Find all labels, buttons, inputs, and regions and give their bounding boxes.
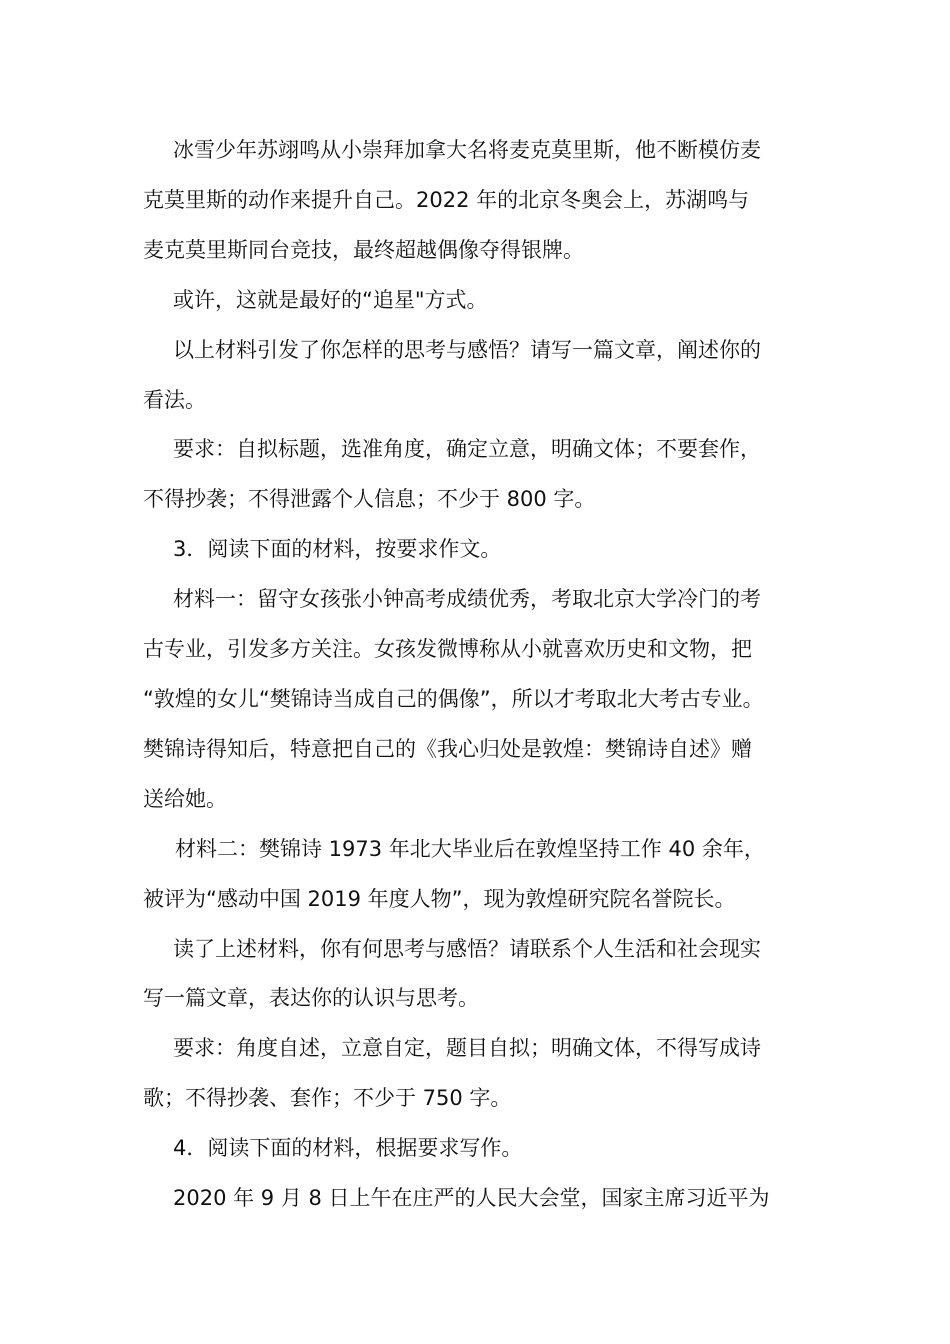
text-line: 樊锦诗得知后，特意把自己的《我心归处是敦煌：樊锦诗自述》赠 xyxy=(143,736,752,761)
text-line: 被评为“感动中国 2019 年度人物”，现为敦煌研究院名誉院长。 xyxy=(143,886,736,911)
paragraph-requirements-1 xyxy=(143,425,807,525)
text-line: 歌；不得抄袭、套作；不少于 750 字。 xyxy=(143,1086,512,1111)
text-line: 材料一：留守女孩张小钟高考成绩优秀，考取北京大学冷门的考 xyxy=(173,587,761,612)
text-line: 要求：自拟标题，选准角度，确定立意，明确文体；不要套作， xyxy=(173,437,761,462)
text-line: 麦克莫里斯同台竞技，最终超越偶像夺得银牌。 xyxy=(143,237,584,262)
text-line: 看法。 xyxy=(143,387,206,412)
text-line: 送给她。 xyxy=(143,786,227,811)
paragraph-requirements-3 xyxy=(143,1024,807,1124)
text-line: “敦煌的女儿“樊锦诗当成自己的偶像”，所以才考取北大考古专业。 xyxy=(143,686,764,711)
text-line: 写一篇文章，表达你的认识与思考。 xyxy=(143,986,479,1011)
paragraph-material-1 xyxy=(143,575,807,825)
text-line: 或许，这就是最好的“追星"方式。 xyxy=(173,287,488,312)
paragraph-best-fandom xyxy=(143,276,807,326)
paragraph-prompt-3 xyxy=(143,925,807,1025)
question-4-heading xyxy=(143,1124,807,1174)
text-line: 要求：角度自述，立意自定，题目自拟；明确文体，不得写成诗 xyxy=(173,1036,761,1061)
text-line: 古专业，引发多方关注。女孩发微博称从小就喜欢历史和文物，把 xyxy=(143,637,752,662)
text-line: 克莫里斯的动作来提升自己。2022 年的北京冬奥会上，苏湖鸣与 xyxy=(143,187,750,212)
text-line: 4．阅读下面的材料，根据要求写作。 xyxy=(173,1136,523,1161)
paragraph-question-4-material xyxy=(143,1174,807,1224)
text-line: 3．阅读下面的材料，按要求作文。 xyxy=(173,537,502,562)
paragraph-material-2 xyxy=(143,825,807,925)
text-line: 读了上述材料，你有何思考与感悟？请联系个人生活和社会现实 xyxy=(173,936,761,961)
text-line: 材料二：樊锦诗 1973 年北大毕业后在敦煌坚持工作 40 余年， xyxy=(175,836,765,861)
paragraph-prompt-1 xyxy=(143,326,807,426)
document-body xyxy=(143,126,807,1224)
paragraph-su-yiming xyxy=(143,126,807,276)
text-line: 不得抄袭；不得泄露个人信息；不少于 800 字。 xyxy=(143,487,596,512)
text-line: 以上材料引发了你怎样的思考与感悟？请写一篇文章，阐述你的 xyxy=(173,337,761,362)
text-line: 冰雪少年苏翊鸣从小崇拜加拿大名将麦克莫里斯，他不断模仿麦 xyxy=(173,138,761,162)
question-3-heading xyxy=(143,525,807,575)
text-line: 2020 年 9 月 8 日上午在庄严的人民大会堂，国家主席习近平为 xyxy=(173,1186,770,1211)
